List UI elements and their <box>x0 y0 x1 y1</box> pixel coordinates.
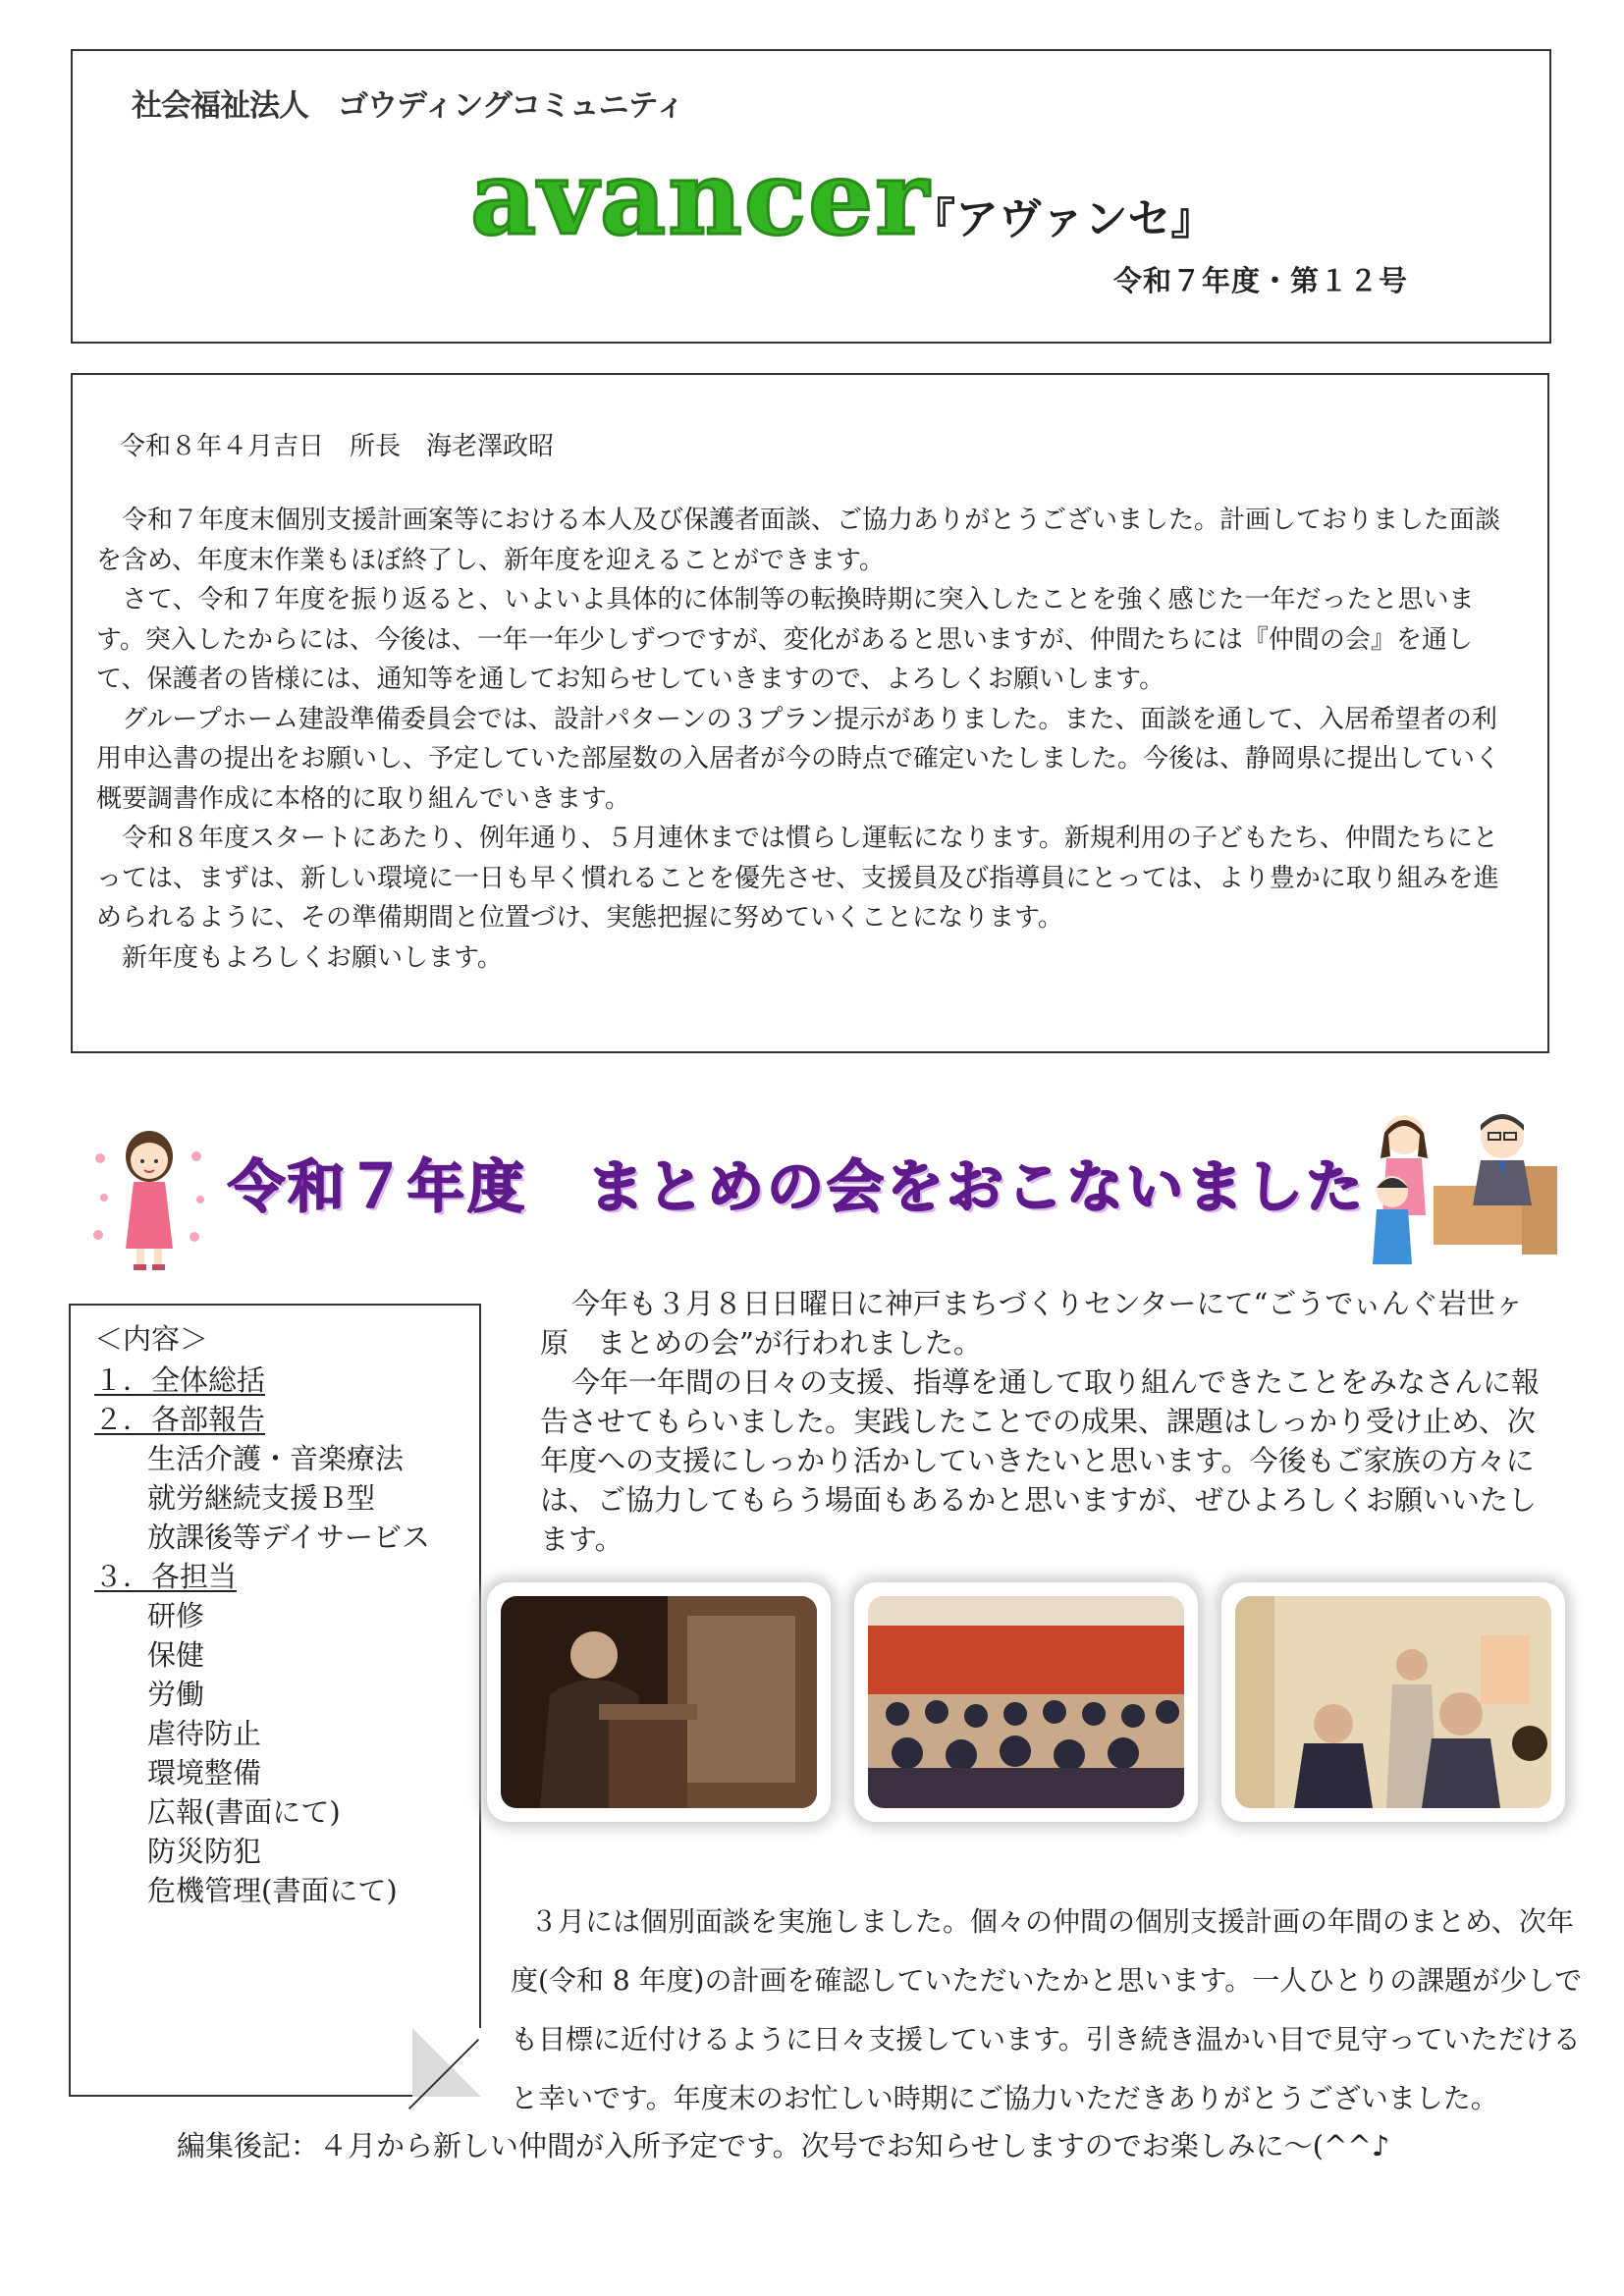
agenda-heading: ＜内容＞ <box>94 1322 209 1356</box>
agenda-panel <box>69 1304 481 2097</box>
message-paragraph: 新年度もよろしくお願いします。 <box>122 942 503 973</box>
agenda-item: １．全体総括 <box>94 1363 266 1397</box>
page-curl-decoration <box>412 2028 481 2097</box>
message-paragraph: グループホーム建設準備委員会では、設計パターンの３プラン提示がありました。また、面談を通して、入居希望者の利用申込書の提出をお願いし、予定していた部屋数の入居者が今の時点で確定いたしました。今後は、静岡県に提出していく概要調書作成に本格的に取り組んでいきます。 <box>96 704 1501 814</box>
message-paragraph: さて、令和７年度を振り返ると、いよいよ具体的に体制等の転換時期に突入したことを強く感じた一年だったと思います。突入したからには、今後は、一年一年少しずつですが、変化があると思いますが、仲間たちには『仲間の会』を通して、保護者の皆様には、通知等を通してお知らせしていきますので、よろしくお願いします。 <box>96 585 1475 694</box>
followup-paragraph: ３月には個別面談を実施しました。個々の仲間の個別支援計画の年間のまとめ、次年度(令和 8 年度)の計画を確認していただいたかと思います。一人ひとりの課題が少しでも目標に近付けるように日々支援しています。引き続き温かい目で見守っていただけると幸いです。年度末のお忙しい時期にご協力いただきありがとうございました。 <box>511 1905 1583 2114</box>
message-paragraph: 令和７年度末個別支援計画案等における本人及び保護者面談、ご協力ありがとうございました。計画しておりました面談を含め、年度末作業もほぼ終了し、新年度を迎えることができます。 <box>96 506 1501 575</box>
agenda-item: ２．各部報告 <box>94 1403 266 1436</box>
agenda-subitem: 環境整備 <box>147 1756 262 1789</box>
agenda-subitem: 保健 <box>147 1638 205 1672</box>
event-report <box>540 1284 1542 1559</box>
message-date-line: 令和８年４月吉日 所長 海老澤政昭 <box>120 432 555 461</box>
interview-report <box>511 1893 1586 2128</box>
newsletter-title: avancer <box>470 137 932 258</box>
photo-discussion <box>1221 1582 1565 1822</box>
agenda-subitem: 就労継続支援Ｂ型 <box>147 1481 376 1515</box>
agenda-item: ３．各担当 <box>94 1560 238 1593</box>
organization-name: 社会福祉法人 ゴウディングコミュニティ <box>132 88 685 124</box>
message-body <box>96 501 1520 978</box>
director-message <box>71 373 1549 1053</box>
issue-number: 令和７年度・第１２号 <box>1113 264 1409 297</box>
photo-audience <box>854 1582 1198 1822</box>
event-paragraph: 今年も３月８日日曜日に神戸まちづくりセンターにて“ごうでぃんぐ岩世ヶ原 まとめの会”が行われました。 <box>540 1287 1524 1360</box>
agenda-subitem: 研修 <box>147 1599 205 1632</box>
agenda-subitem: 広報(書面にて) <box>147 1795 341 1829</box>
agenda-subitem: 防災防犯 <box>147 1835 262 1868</box>
agenda-subitem: 危機管理(書面にて) <box>147 1874 398 1907</box>
newsletter-title-kana: 『アヴァンセ』 <box>912 194 1215 244</box>
agenda-subitem: 労働 <box>147 1678 205 1711</box>
section-title: 令和７年度 まとめの会をおこないました <box>228 1153 1367 1220</box>
girl-illustration <box>90 1119 208 1276</box>
photo-speaker <box>487 1582 831 1822</box>
event-paragraph: 今年一年間の日々の支援、指導を通して取り組んできたことをみなさんに報告させてもらいました。実践したことでの成果、課題はしっかり受け止め、次年度への支援にしっかり活かしていきたいと思います。今後もご家族の方々には、ご協力してもらう場面もあるかと思いますが、ぜひよろしくお願いいたします。 <box>540 1365 1541 1556</box>
agenda-subitem: 放課後等デイサービス <box>147 1521 430 1554</box>
editor-postscript: 編集後記：４月から新しい仲間が入所予定です。次号でお知らせしますのでお楽しみに〜(^^♪ <box>177 2129 1390 2163</box>
agenda-subitem: 生活介護・音楽療法 <box>147 1442 405 1475</box>
masthead-box <box>71 49 1551 344</box>
agenda-subitem: 虐待防止 <box>147 1717 262 1750</box>
meeting-illustration <box>1365 1107 1561 1284</box>
message-paragraph: 令和８年度スタートにあたり、例年通り、５月連休までは慣らし運転になります。新規利用の子どもたち、仲間たちにとっては、まずは、新しい環境に一日も早く慣れることを優先させ、支援員及び指導員にとっては、より豊かに取り組みを進められるように、その準備期間と位置づけ、実態把握に努めていくことになります。 <box>96 824 1499 933</box>
